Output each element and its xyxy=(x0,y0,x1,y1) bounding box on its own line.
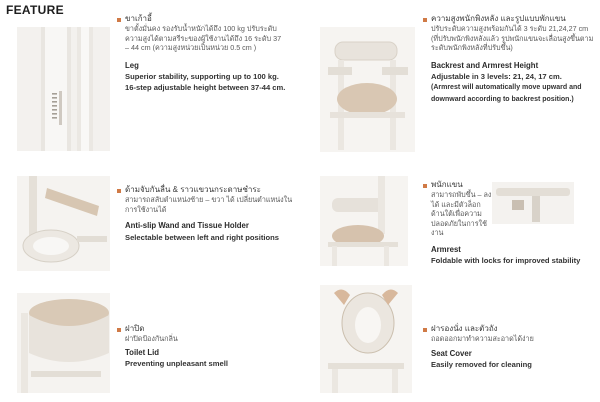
armrest-th-body: สามารถพับขึ้น – ลงได้ และมีตัวล็อก ด้านใต้เพื่อความปลอดภัยในการใช้งาน xyxy=(431,190,492,238)
bullet-icon xyxy=(423,18,427,22)
wand-th-body: สามารถสลับตำแหน่งซ้าย – ขวา ได้ เปลี่ยนตำแหน่งในการใช้งานได้ xyxy=(125,195,293,214)
wand-en-title: Anti-slip Wand and Tissue Holder xyxy=(125,221,249,231)
leg-th-body: ขาตั้งมั่นคง รองรับน้ำหนักได้ถึง 100 kg ปรับระดับความสูงได้ตามสรีระของผู้ใช้งานได้ถึง 16 ระดับ 37 – 44 cm (ความสูงหน่วยเป็นหน่วย 0.5 cm ) xyxy=(125,24,282,53)
backrest-th-title: ความสูงพนักพิงหลัง และรูปแบบพักแขน xyxy=(431,14,566,23)
backrest-th-body: ปรับระดับความสูงพร้อมกันได้ 3 ระดับ 21,24,27 cm (ที่ปรับพนักพิงหลังแล้ว รูปพนักแขนจะเลื่อนสูงขึ้นตามระดับพนักพิงหลังที่ปรับขึ้น) xyxy=(431,24,594,53)
leg-en-title: Leg xyxy=(125,60,139,70)
bullet-icon xyxy=(423,328,427,332)
wand-th-title: ด้ามจับกันลื่น & ราวแขวนกระดาษชำระ xyxy=(125,185,261,194)
lid-en-body: Preventing unpleasant smell xyxy=(125,359,228,369)
backrest-en-note: (Armrest will automatically move upward and downward according to backrest position.) xyxy=(431,84,582,103)
lid-th-title: ฝาปิด xyxy=(125,324,145,333)
cover-en-title: Seat Cover xyxy=(431,348,472,358)
cover-th-body: ถอดออกมาทำความสะอาดได้ง่าย xyxy=(431,334,534,343)
leg-en-body: Superior stability, supporting up to 100 kg. 16-step adjustable height between 37-44 cm. xyxy=(125,72,286,93)
feature-lid xyxy=(117,324,287,369)
armrest-en-body: Foldable with locks for improved stability xyxy=(431,256,581,266)
bullet-icon xyxy=(117,189,121,193)
backrest-en-body: Adjustable in 3 levels: 21, 24, 17 cm. xyxy=(431,72,562,82)
wand-photo xyxy=(17,176,110,271)
bullet-icon xyxy=(423,184,427,188)
feature-wand xyxy=(117,185,297,243)
armrest-en-title: Armrest xyxy=(431,244,461,254)
leg-photo xyxy=(17,27,110,151)
backrest-en-title: Backrest and Armrest Height xyxy=(431,60,539,70)
page-title: FEATURE xyxy=(6,3,64,17)
wand-en-body: Selectable between left and right positions xyxy=(125,232,280,242)
leg-th-title: ขาเก้าอี้ xyxy=(125,14,152,23)
cover-en-body: Easily removed for cleaning xyxy=(431,360,532,370)
feature-cover xyxy=(423,324,595,370)
lid-th-body: ฝาปิดป้องกันกลิ่น xyxy=(125,334,178,343)
backrest-photo xyxy=(320,27,415,152)
cover-photo xyxy=(320,285,412,393)
feature-armrest xyxy=(423,180,595,267)
armrest-th-title: พนักแขน xyxy=(431,180,463,189)
bullet-icon xyxy=(117,328,121,332)
lid-en-title: Toilet Lid xyxy=(125,347,160,357)
lid-photo xyxy=(17,293,110,393)
bullet-icon xyxy=(117,18,121,22)
feature-leg xyxy=(117,14,287,94)
feature-backrest xyxy=(423,14,595,105)
cover-th-title: ฝารองนั่ง และตัวถัง xyxy=(431,324,498,333)
armrest-photo xyxy=(320,176,408,266)
